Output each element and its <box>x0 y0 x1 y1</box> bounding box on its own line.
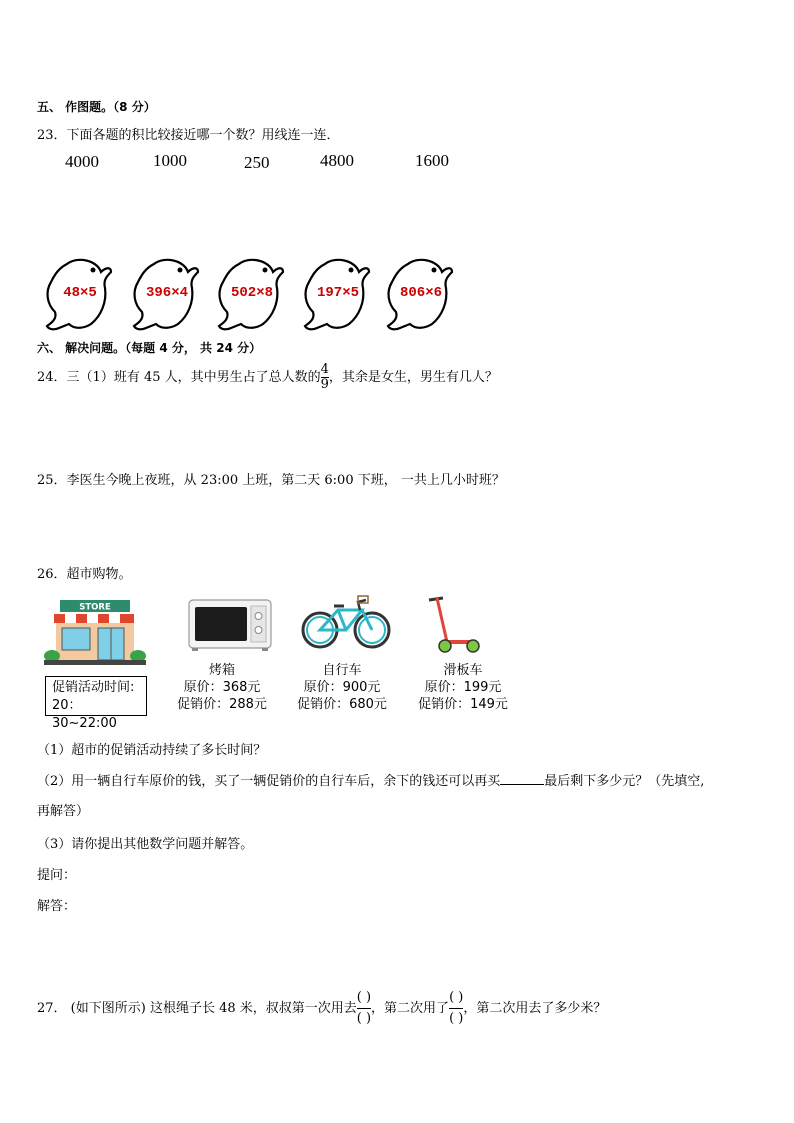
promo-time-label: 促销活动时间: <box>52 680 135 695</box>
expression-label: 48×5 <box>63 285 97 301</box>
ghost-expression-2[interactable] <box>132 258 202 334</box>
sub2-text-before: （2）用一辆自行车原价的钱，买了一辆促销价的自行车后，余下的钱还可以再买 <box>37 774 501 789</box>
target-4000: 4000 <box>65 152 99 171</box>
product-original-price: 原价：900元 <box>303 680 381 695</box>
ask-label: 提问： <box>37 868 77 883</box>
question-26-sub2 <box>37 770 704 789</box>
target-250: 250 <box>244 153 270 172</box>
bicycle-icon <box>300 594 392 654</box>
fraction-denominator: ( ) <box>357 1008 371 1029</box>
product-original-price: 原价：199元 <box>424 680 502 695</box>
sub2-text-after: 最后剩下多少元？（先填空, <box>544 774 705 789</box>
question-23-text: 23．下面各题的积比较接近哪一个数？用线连一连． <box>37 128 340 143</box>
question-26-sub1: （1）超市的促销活动持续了多长时间？ <box>37 743 267 758</box>
store-icon <box>44 598 146 670</box>
product-bicycle <box>290 662 394 713</box>
scooter-icon <box>425 594 481 662</box>
fraction-numerator: ( ) <box>449 990 464 1005</box>
section-6-title: 六、 解决问题。（每题 4 分， 共 24 分） <box>37 341 262 355</box>
ghost-expression-5[interactable] <box>386 258 456 334</box>
ghost-expression-1[interactable] <box>45 258 115 334</box>
expression-label: 502×8 <box>230 285 273 301</box>
fraction-denominator: 9 <box>320 377 329 392</box>
answer-label: 解答： <box>37 899 77 914</box>
question-26-sub3: （3）请你提出其他数学问题并解答。 <box>37 837 254 852</box>
fraction-numerator: ( ) <box>356 990 372 1005</box>
expression-label: 806×6 <box>399 285 442 301</box>
question-27 <box>37 985 606 1033</box>
question-27-text-after: ，第二次用去了多少米？ <box>463 1001 607 1016</box>
promo-time-box <box>45 676 147 731</box>
product-original-price: 原价：368元 <box>183 680 261 695</box>
question-26-sub2-line2: 再解答） <box>37 804 90 819</box>
promo-time-value: 20：30~22:00 <box>52 698 117 731</box>
section-5-title: 五、 作图题。（8 分） <box>37 100 156 114</box>
product-name: 烤箱 <box>208 663 235 678</box>
expression-label: 197×5 <box>316 285 359 301</box>
product-name: 自行车 <box>322 663 362 678</box>
question-24-text-after: ，其余是女生，男生有几人？ <box>328 370 498 385</box>
expression-label: 396×4 <box>145 285 188 301</box>
product-scooter <box>411 662 515 713</box>
question-27-text-mid: ，第二次用了 <box>371 1001 450 1016</box>
microwave-icon <box>188 598 272 656</box>
product-oven <box>170 662 274 713</box>
fraction-numerator: 4 <box>320 362 329 377</box>
fraction-4-9 <box>321 363 329 392</box>
answer-blank[interactable] <box>500 772 544 785</box>
product-name: 滑板车 <box>443 663 483 678</box>
question-26-title: 26．超市购物。 <box>37 567 132 582</box>
store-sign-text: STORE <box>79 602 111 613</box>
target-1000: 1000 <box>153 151 187 170</box>
question-27-text-before: 27． (如下图所示) 这根绳子长 48 米，叔叔第一次用去 <box>37 1001 357 1016</box>
target-1600: 1600 <box>415 151 449 170</box>
product-sale-price: 促销价：288元 <box>177 697 267 712</box>
blank-fraction-1[interactable] <box>357 988 371 1029</box>
target-4800: 4800 <box>320 151 354 170</box>
ghost-expression-4[interactable] <box>303 258 373 334</box>
fraction-denominator: ( ) <box>449 1008 463 1029</box>
blank-fraction-2[interactable] <box>449 988 463 1029</box>
question-24 <box>37 358 498 398</box>
question-25-text: 25．李医生今晚上夜班，从 23:00 上班，第二天 6:00 下班， 一共上几小时班？ <box>37 473 505 488</box>
product-sale-price: 促销价：680元 <box>297 697 387 712</box>
product-sale-price: 促销价：149元 <box>418 697 508 712</box>
question-24-text-before: 24．三（1）班有 45 人，其中男生占了总人数的 <box>37 370 321 385</box>
ghost-expression-3[interactable] <box>217 258 287 334</box>
